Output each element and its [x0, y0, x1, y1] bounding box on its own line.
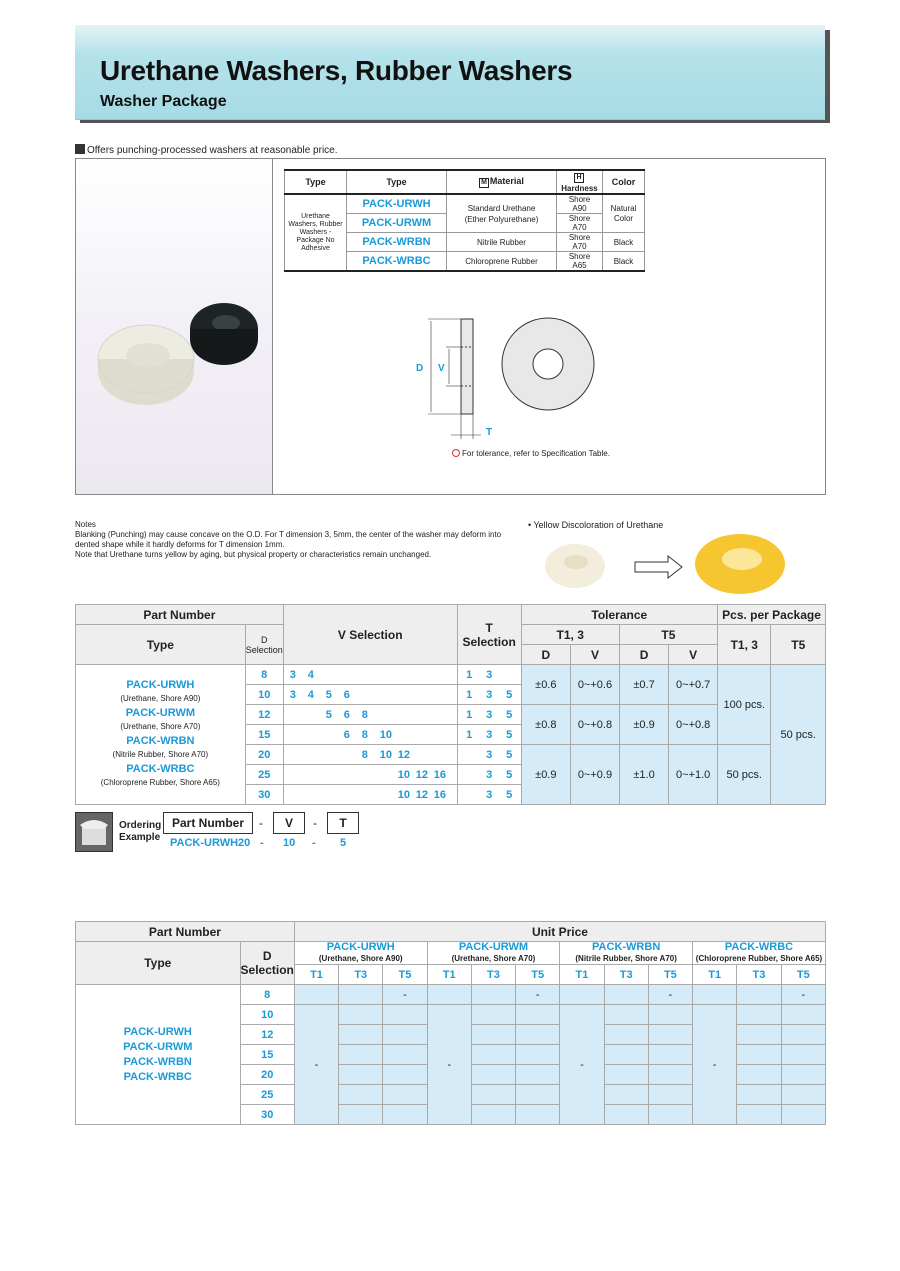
spec-v [283, 785, 457, 805]
spec-v-val: 4 [307, 668, 314, 681]
price-cell [383, 1105, 427, 1125]
tt-color-2: Black [603, 233, 645, 252]
product-box [75, 158, 826, 495]
price-cell [383, 1045, 427, 1065]
tt-type-2: PACK-WRBN [347, 233, 447, 252]
price-col: T5 [383, 965, 427, 985]
spec-t-val: 1 [466, 688, 473, 701]
tt-mat-0-a: Standard Urethane [467, 203, 536, 213]
price-cell [471, 1085, 515, 1105]
dim-d-label: D [416, 363, 424, 374]
price-d: 15 [240, 1045, 294, 1065]
price-col: T3 [604, 965, 648, 985]
spec-t-val: 3 [486, 668, 493, 681]
price-cell [781, 1105, 825, 1125]
price-types-cell [76, 985, 241, 1125]
tt-h-material [447, 170, 557, 194]
spec-t-val: 5 [506, 688, 513, 701]
dim-v-label: V [438, 363, 445, 374]
price-cell [427, 985, 471, 1005]
price-d: 10 [240, 1005, 294, 1025]
price-h-unit: Unit Price [294, 922, 825, 942]
price-col: T3 [471, 965, 515, 985]
ordering-dash-2: - [313, 816, 317, 830]
price-col: T5 [781, 965, 825, 985]
price-cell [648, 1065, 692, 1085]
price-cell [383, 1025, 427, 1045]
tt-mat-0-b: (Ether Polyurethane) [464, 214, 539, 224]
spec-v-val: 12 [415, 788, 428, 801]
price-cell [516, 1045, 560, 1065]
spec-t [457, 765, 521, 785]
spec-tol-d13: ±0.9 [521, 745, 570, 805]
spec-d: 25 [245, 765, 283, 785]
price-col: T5 [648, 965, 692, 985]
tt-hard-1: Shore A70 [557, 214, 603, 233]
header-shadow [825, 30, 830, 122]
price-cell [471, 1105, 515, 1125]
spec-v [283, 765, 457, 785]
spec-t-val: 5 [506, 748, 513, 761]
price-cell [339, 1105, 383, 1125]
spec-t-val: 5 [506, 788, 513, 801]
spec-tol-d5: ±1.0 [619, 745, 668, 805]
spec-v-val: 5 [325, 688, 332, 701]
price-cell [294, 985, 338, 1005]
price-type: PACK-WRBC [123, 1070, 192, 1083]
spec-h-d: D Selection [245, 625, 283, 665]
price-h-d: D Selection [240, 942, 294, 985]
price-d: 12 [240, 1025, 294, 1045]
price-cell [737, 1065, 781, 1085]
ordering-ex-t: 5 [340, 837, 347, 849]
price-cell [339, 1085, 383, 1105]
spec-v-val: 10 [379, 748, 392, 761]
ordering-dash-1: - [259, 816, 263, 830]
price-col: T5 [516, 965, 560, 985]
price-cell [737, 1025, 781, 1045]
spec-pcs-50-t5: 50 pcs. [771, 665, 826, 805]
price-row [76, 985, 826, 1005]
price-col: T1 [560, 965, 604, 985]
price-na: - [383, 985, 427, 1005]
price-group-name: PACK-URWH [326, 941, 395, 953]
spec-t-val: 1 [466, 668, 473, 681]
ordering-ex-pn: PACK-URWH20 [170, 837, 251, 849]
price-group-1 [427, 942, 560, 965]
tt-h-type1: Type [285, 170, 347, 194]
tolerance-note [452, 449, 610, 458]
price-d: 30 [240, 1105, 294, 1125]
tt-h-material-label: Material [489, 176, 524, 186]
spec-h-type: Type [76, 625, 246, 665]
price-group-sub: (Urethane, Shore A90) [318, 954, 403, 963]
dim-t-label: T [486, 427, 493, 438]
spec-t [457, 745, 521, 765]
tt-hard-0: Shore A90 [557, 194, 603, 214]
spec-v-val: 8 [361, 728, 368, 741]
spec-tol-d13: ±0.6 [521, 665, 570, 705]
price-cell [339, 1045, 383, 1065]
price-na-t1: - [693, 1005, 737, 1125]
spec-type-sub: (Urethane, Shore A90) [120, 693, 201, 703]
spec-v-val: 6 [343, 708, 350, 721]
spec-v [283, 745, 457, 765]
price-na: - [648, 985, 692, 1005]
price-group-name: PACK-WRBN [592, 941, 661, 953]
price-cell [781, 1025, 825, 1045]
price-d: 8 [240, 985, 294, 1005]
price-na-t1: - [560, 1005, 604, 1125]
price-cell [516, 1085, 560, 1105]
spec-h-d5: D [619, 645, 668, 665]
price-cell [737, 1105, 781, 1125]
spec-type-sub: (Urethane, Shore A70) [120, 721, 201, 731]
spec-t-val: 5 [506, 768, 513, 781]
price-type: PACK-URWM [123, 1040, 193, 1053]
spec-d: 10 [245, 685, 283, 705]
spec-tol-v13: 0~+0.9 [571, 745, 620, 805]
ordering-pn-box: Part Number [163, 812, 253, 834]
spec-v-val: 16 [433, 768, 446, 781]
tt-color-3: Black [603, 252, 645, 272]
intro-text [75, 144, 338, 156]
ordering-t-box: T [327, 812, 359, 834]
spec-h-part: Part Number [76, 605, 284, 625]
ordering-ex-dash2: - [312, 837, 316, 849]
spec-v-val: 16 [433, 788, 446, 801]
spec-h-tol: Tolerance [521, 605, 717, 625]
spec-v [283, 665, 457, 685]
price-cell [471, 1065, 515, 1085]
price-col: T3 [339, 965, 383, 985]
intro-label: Offers punching-processed washers at reasonable price. [87, 145, 338, 156]
ordering-v-box: V [273, 812, 305, 834]
tt-mat-2: Nitrile Rubber [447, 233, 557, 252]
spec-type-name: PACK-WRBN [126, 734, 195, 747]
tt-hard-3: Shore A65 [557, 252, 603, 272]
page-title: Urethane Washers, Rubber Washers [100, 55, 573, 86]
price-cell [516, 1025, 560, 1045]
spec-t-val: 5 [506, 728, 513, 741]
info-circle-icon [452, 449, 460, 457]
header-shadow-bottom [80, 120, 830, 123]
notes [75, 520, 505, 560]
spec-type-name: PACK-WRBC [126, 762, 195, 775]
price-cell [604, 1005, 648, 1025]
price-col: T1 [693, 965, 737, 985]
tt-hard-2: Shore A70 [557, 233, 603, 252]
spec-t [457, 685, 521, 705]
notes-title: Notes [75, 520, 96, 529]
yellow-discolor-image [540, 528, 790, 598]
price-cell [339, 1065, 383, 1085]
ordering-ex-dash1: - [260, 837, 264, 849]
price-cell [516, 1005, 560, 1025]
spec-t-val: 1 [466, 708, 473, 721]
price-na-t1: - [427, 1005, 471, 1125]
price-na-t1: - [294, 1005, 338, 1125]
price-cell [648, 1085, 692, 1105]
spec-t [457, 705, 521, 725]
price-na: - [516, 985, 560, 1005]
ordering-label2: Example [119, 832, 161, 843]
spec-t-val: 3 [486, 748, 493, 761]
price-cell [604, 1065, 648, 1085]
spec-tol-v13: 0~+0.8 [571, 705, 620, 745]
price-cell [383, 1065, 427, 1085]
price-type: PACK-URWH [123, 1025, 192, 1038]
tt-type-1: PACK-URWM [347, 214, 447, 233]
spec-h-v13: V [571, 645, 620, 665]
tt-type-0: PACK-URWH [347, 194, 447, 214]
spec-d: 12 [245, 705, 283, 725]
yellow-discolor-label: • Yellow Discoloration of Urethane [528, 520, 664, 530]
price-na: - [781, 985, 825, 1005]
price-group-sub: (Nitrile Rubber, Shore A70) [575, 954, 677, 963]
hardness-mark-icon: H [576, 174, 582, 181]
spec-t-val: 3 [486, 788, 493, 801]
tt-h-type2: Type [347, 170, 447, 194]
ordering-label1: Ordering [119, 820, 162, 831]
tt-type-3: PACK-WRBC [347, 252, 447, 272]
price-cell [604, 1045, 648, 1065]
price-col: T1 [294, 965, 338, 985]
ordering-ex-v: 10 [283, 837, 296, 849]
spec-t [457, 785, 521, 805]
spec-t-val: 3 [486, 728, 493, 741]
page-subtitle: Washer Package [100, 93, 227, 110]
price-cell [648, 1105, 692, 1125]
price-cell [604, 1105, 648, 1125]
spec-h-t5: T5 [619, 625, 717, 645]
tt-color-natural: Natural Color [603, 194, 645, 233]
tolerance-note-text: For tolerance, refer to Specification Table. [462, 449, 610, 458]
price-cell [471, 1025, 515, 1045]
price-h-type: Type [76, 942, 241, 985]
spec-d: 20 [245, 745, 283, 765]
spec-v-val: 12 [415, 768, 428, 781]
spec-h-t: T Selection [457, 605, 521, 665]
spec-v-val: 3 [289, 688, 296, 701]
spec-v-val: 10 [397, 788, 410, 801]
spec-type-name: PACK-URWH [126, 678, 195, 691]
spec-tol-v5: 0~+1.0 [669, 745, 718, 805]
spec-row [76, 665, 826, 685]
price-cell [516, 1065, 560, 1085]
spec-tol-d13: ±0.8 [521, 705, 570, 745]
price-cell [781, 1065, 825, 1085]
price-cell [737, 1085, 781, 1105]
price-cell [693, 985, 737, 1005]
washer-photo-image [76, 159, 273, 494]
spec-tol-v13: 0~+0.6 [571, 665, 620, 705]
price-cell [383, 1085, 427, 1105]
spec-t-val: 3 [486, 768, 493, 781]
price-cell [383, 1005, 427, 1025]
tt-mat-3: Chloroprene Rubber [447, 252, 557, 272]
price-d: 25 [240, 1085, 294, 1105]
type-table [284, 169, 645, 272]
spec-h-v: V Selection [283, 605, 457, 665]
washer-diagram [406, 309, 636, 459]
spec-v-val: 12 [397, 748, 410, 761]
spec-type-sub: (Nitrile Rubber, Shore A70) [112, 749, 209, 759]
price-group-sub: (Urethane, Shore A70) [451, 954, 536, 963]
spec-v [283, 685, 457, 705]
price-cell [648, 1045, 692, 1065]
spec-tol-v5: 0~+0.7 [669, 665, 718, 705]
price-type: PACK-WRBN [123, 1055, 192, 1068]
price-d: 20 [240, 1065, 294, 1085]
price-group-2 [560, 942, 693, 965]
spec-types-cell [76, 665, 246, 805]
spec-v [283, 725, 457, 745]
spec-t [457, 665, 521, 685]
price-cell [737, 1045, 781, 1065]
price-cell [648, 1005, 692, 1025]
spec-v-val: 6 [343, 688, 350, 701]
price-cell [516, 1105, 560, 1125]
spec-t-val: 1 [466, 728, 473, 741]
spec-v-val: 10 [397, 768, 410, 781]
price-table [75, 921, 826, 1125]
spec-t-val: 3 [486, 708, 493, 721]
spec-tol-d5: ±0.9 [619, 705, 668, 745]
spec-h-t13: T1, 3 [521, 625, 619, 645]
spec-h-d13: D [521, 645, 570, 665]
price-group-3 [693, 942, 826, 965]
spec-v-val: 8 [361, 708, 368, 721]
price-col: T1 [427, 965, 471, 985]
notes-body: Blanking (Punching) may cause concave on the O.D. For T dimension 3, 5mm, the center of the washer may deform into dented shape while it hardly deforms for T dimension 1mm. Note that Urethane turns yellow by aging, but physical property or characteristics remain unchanged. [75, 530, 502, 559]
price-cell [648, 1025, 692, 1045]
price-group-name: PACK-URWM [458, 941, 529, 953]
price-cell [737, 1005, 781, 1025]
spec-d: 8 [245, 665, 283, 685]
price-col: T3 [737, 965, 781, 985]
spec-v-val: 8 [361, 748, 368, 761]
tt-h-hardness [557, 170, 603, 194]
ordering-label [119, 820, 161, 844]
spec-table [75, 604, 826, 805]
spec-v-val: 10 [379, 728, 392, 741]
spec-h-pcs-t5: T5 [771, 625, 826, 665]
tt-h-hardness-label: Hardness [561, 184, 598, 193]
spec-t-val: 3 [486, 688, 493, 701]
spec-h-v5: V [669, 645, 718, 665]
price-group-name: PACK-WRBC [724, 941, 794, 953]
product-photo [76, 159, 273, 494]
price-cell [604, 985, 648, 1005]
spec-v-val: 5 [325, 708, 332, 721]
spec-t [457, 725, 521, 745]
tt-mat-0 [447, 194, 557, 233]
price-cell [737, 985, 781, 1005]
tt-h-color: Color [603, 170, 645, 194]
spec-v [283, 705, 457, 725]
spec-h-pcs-t13: T1, 3 [718, 625, 771, 665]
price-group-0 [294, 942, 427, 965]
ordering-example-row [170, 837, 347, 849]
spec-v-val: 3 [289, 668, 296, 681]
spec-tol-v5: 0~+0.8 [669, 705, 718, 745]
price-cell [604, 1025, 648, 1045]
spec-v-val: 4 [307, 688, 314, 701]
spec-pcs-50: 50 pcs. [718, 745, 771, 805]
spec-pcs-100: 100 pcs. [718, 665, 771, 745]
price-cell [781, 1045, 825, 1065]
price-cell [339, 985, 383, 1005]
price-cell [471, 985, 515, 1005]
price-cell [471, 1005, 515, 1025]
spec-type-sub: (Chloroprene Rubber, Shore A65) [100, 777, 220, 787]
spec-tol-d5: ±0.7 [619, 665, 668, 705]
price-group-sub: (Chloroprene Rubber, Shore A65) [695, 954, 823, 963]
spec-h-pcs: Pcs. per Package [718, 605, 826, 625]
price-cell [471, 1045, 515, 1065]
spec-v-val: 6 [343, 728, 350, 741]
square-bullet-icon [75, 144, 85, 154]
price-cell [339, 1025, 383, 1045]
price-cell [781, 1005, 825, 1025]
spec-d: 30 [245, 785, 283, 805]
phone-icon [75, 812, 113, 852]
tt-group-label: Urethane Washers, Rubber Washers - Package No Adhesive [285, 194, 347, 271]
price-cell [339, 1005, 383, 1025]
price-cell [604, 1085, 648, 1105]
spec-d: 15 [245, 725, 283, 745]
spec-t-val: 5 [506, 708, 513, 721]
material-mark-icon: M [481, 179, 487, 186]
price-h-part: Part Number [76, 922, 295, 942]
spec-type-name: PACK-URWM [125, 706, 195, 719]
price-cell [781, 1085, 825, 1105]
price-cell [560, 985, 604, 1005]
